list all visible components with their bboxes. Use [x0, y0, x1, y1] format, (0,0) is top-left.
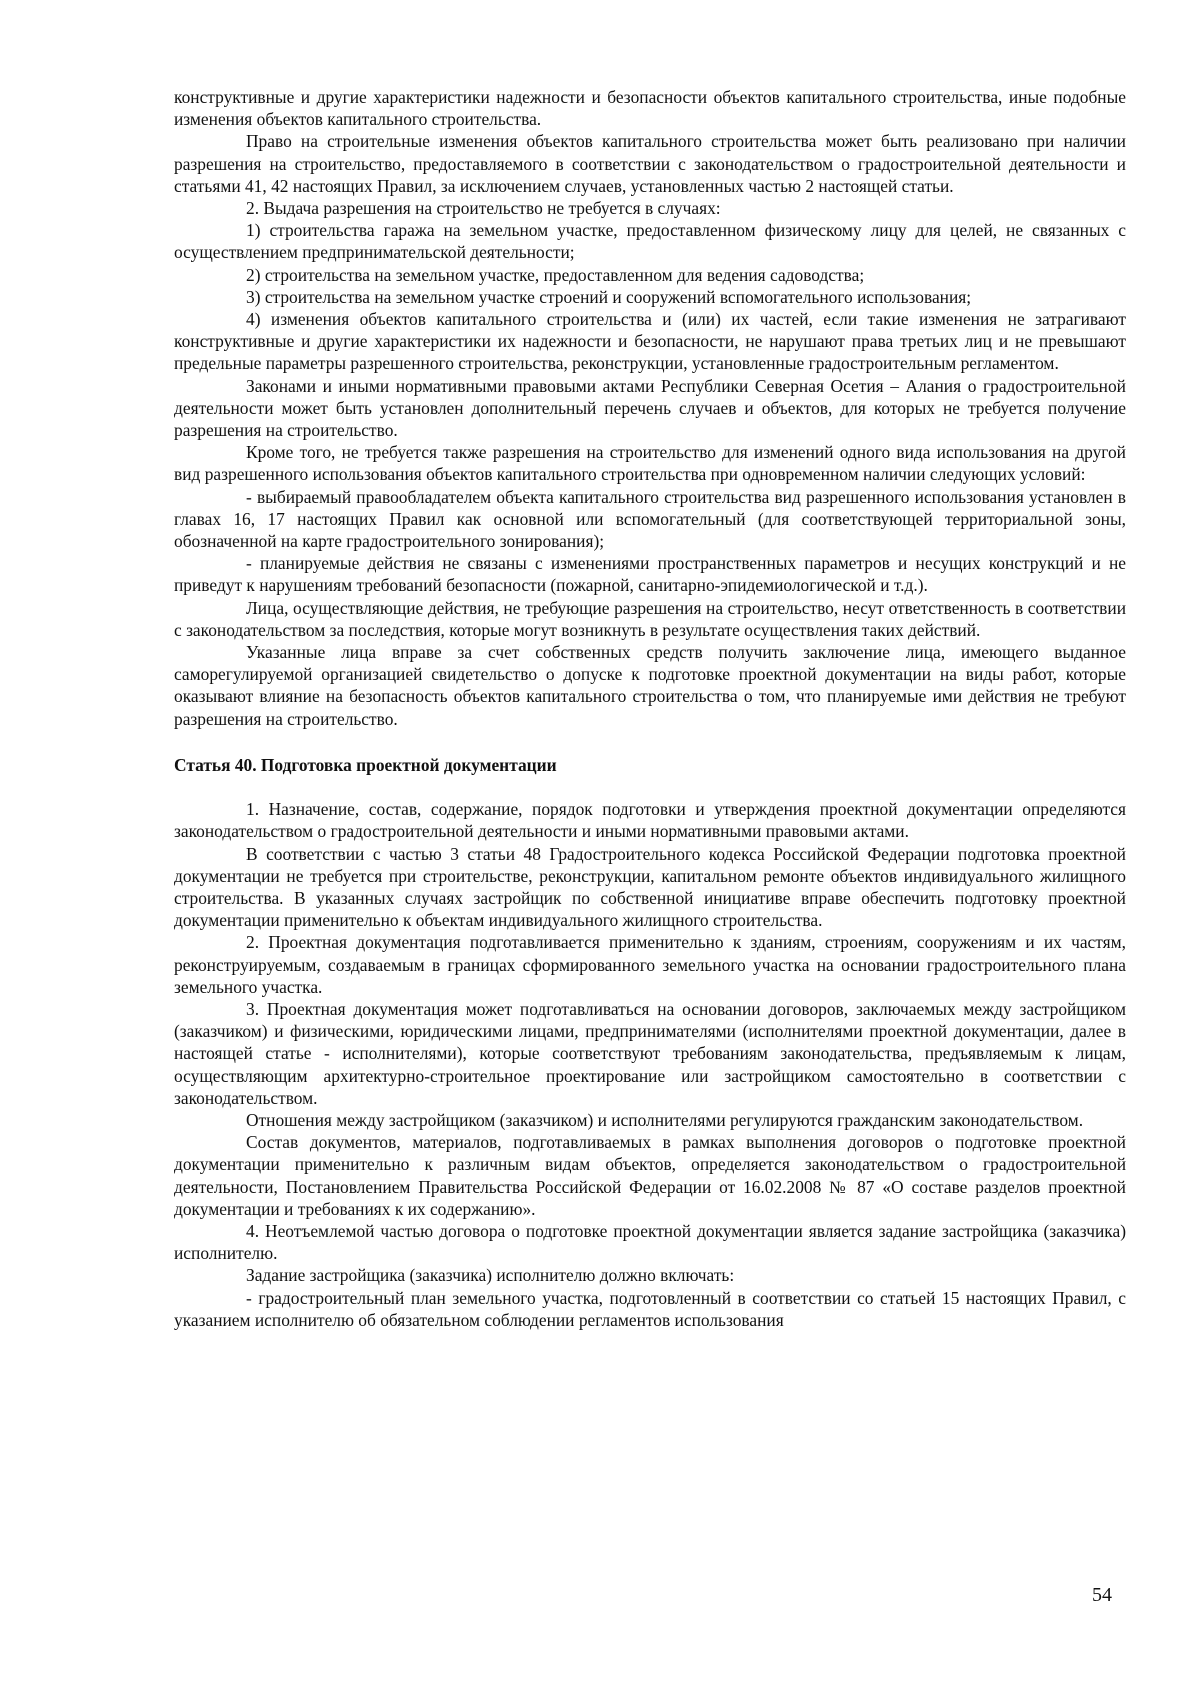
- paragraph: 2) строительства на земельном участке, предоставленном для ведения садоводства;: [246, 264, 865, 285]
- document-page: [174, 86, 1126, 1331]
- paragraph: 1) строительства гаража на земельном участке, предоставленном физическому лицу для целей, не связанных с осуществлением предпринимательской деятельности;: [174, 220, 1126, 263]
- paragraph: Право на строительные изменения объектов капитального строительства может быть реализовано при наличии разрешения на строительство, предоставляемого в соответствии с законодательством о градостроительной деятельности и статьями 41, 42 настоящих Правил, за исключением случаев, установленных частью 2 настоящей статьи.: [174, 131, 1126, 196]
- paragraph: 4. Неотъемлемой частью договора о подготовке проектной документации является задание застройщика (заказчика) исполнителю.: [174, 1220, 1126, 1264]
- paragraph: - планируемые действия не связаны с изменениями пространственных параметров и несущих конструкций и не приведут к нарушениям требований безопасности (пожарной, санитарно-эпидемиологической и т.д.).: [174, 553, 1126, 596]
- paragraph: 3) строительства на земельном участке строений и сооружений вспомогательного использования;: [246, 286, 972, 307]
- paragraph: Законами и иными нормативными правовыми актами Республики Северная Осетия – Алания о градостроительной деятельности может быть установлен дополнительный перечень случаев и объектов, для которых не требуется получение разрешения на строительство.: [174, 375, 1126, 441]
- text-block-top: [174, 86, 1126, 730]
- text-block-bottom: [174, 798, 1126, 1331]
- article-heading: Статья 40. Подготовка проектной документации: [174, 754, 557, 775]
- paragraph: 3. Проектная документация может подготавливаться на основании договоров, заключаемых между застройщиком (заказчиком) и физическими, юридическими лицами, предпринимателями (исполнителями проектной документации, далее в настоящей статье - исполнителями), которые соответствуют требованиям законодательства, предъявляемым к лицам, осуществляющим архитектурно-строительное проектирование или застройщиком самостоятельно в соответствии с законодательством.: [174, 998, 1126, 1108]
- page-number: 54: [1092, 1584, 1112, 1606]
- paragraph: Состав документов, материалов, подготавливаемых в рамках выполнения договоров о подготовке проектной документации применительно к различным видам объектов, определяется законодательством о градостроительной деятельности, Постановлением Правительства Российской Федерации от 16.02.2008 № 87 «О составе разделов проектной документации и требованиях к их содержанию».: [174, 1132, 1126, 1219]
- paragraph: - выбираемый правообладателем объекта капитального строительства вид разрешенного использования установлен в главах 16, 17 настоящих Правил как основной или вспомогательный (для соответствующей территориальной зоны, обозначенной на карте градостроительного зонирования);: [174, 486, 1126, 552]
- paragraph: 2. Выдача разрешения на строительство не требуется в случаях:: [246, 198, 721, 219]
- paragraph: 4) изменения объектов капитального строительства и (или) их частей, если такие изменения не затрагивают конструктивные и другие характеристики их надежности и безопасности, не нарушают права третьих лиц и не превышают предельные параметры разрешенного строительства, реконструкции, установленные градостроительным регламентом.: [174, 309, 1126, 374]
- paragraph: Задание застройщика (заказчика) исполнителю должно включать:: [246, 1265, 735, 1286]
- paragraph: 1. Назначение, состав, содержание, порядок подготовки и утверждения проектной документации определяются законодательством о градостроительной деятельности и иными нормативными правовыми актами.: [174, 799, 1126, 842]
- paragraph: В соответствии с частью 3 статьи 48 Градостроительного кодекса Российской Федерации подготовка проектной документации не требуется при строительстве, реконструкции, капитальном ремонте объектов индивидуального жилищного строительства. В указанных случаях застройщик по собственной инициативе вправе обеспечить подготовку проектной документации применительно к объектам индивидуального жилищного строительства.: [174, 843, 1126, 931]
- paragraph: конструктивные и другие характеристики надежности и безопасности объектов капитального строительства, иные подобные изменения объектов капитального строительства.: [174, 87, 1126, 130]
- paragraph: - градостроительный план земельного участка, подготовленный в соответствии со статьей 15 настоящих Правил, с указанием исполнителю об обязательном соблюдении регламентов использования: [174, 1287, 1126, 1330]
- paragraph: 2. Проектная документация подготавливается применительно к зданиям, строениям, сооружениям и их частям, реконструируемым, создаваемым в границах сформированного земельного участка на основании градостроительного плана земельного участка.: [174, 932, 1126, 997]
- paragraph: Лица, осуществляющие действия, не требующие разрешения на строительство, несут ответственность в соответствии с законодательством за последствия, которые могут возникнуть в результате осуществления таких действий.: [174, 597, 1126, 640]
- paragraph: Указанные лица вправе за счет собственных средств получить заключение лица, имеющего выданное саморегулируемой организацией свидетельство о допуске к подготовке проектной документации на виды работ, которые оказывают влияние на безопасность объектов капитального строительства о том, что планируемые ими действия не требуют разрешения на строительство.: [174, 642, 1126, 729]
- paragraph: Кроме того, не требуется также разрешения на строительство для изменений одного вида использования на другой вид разрешенного использования объектов капитального строительства при одновременном наличии следующих условий:: [174, 442, 1126, 485]
- paragraph: Отношения между застройщиком (заказчиком) и исполнителями регулируются гражданским законодательством.: [246, 1109, 1084, 1130]
